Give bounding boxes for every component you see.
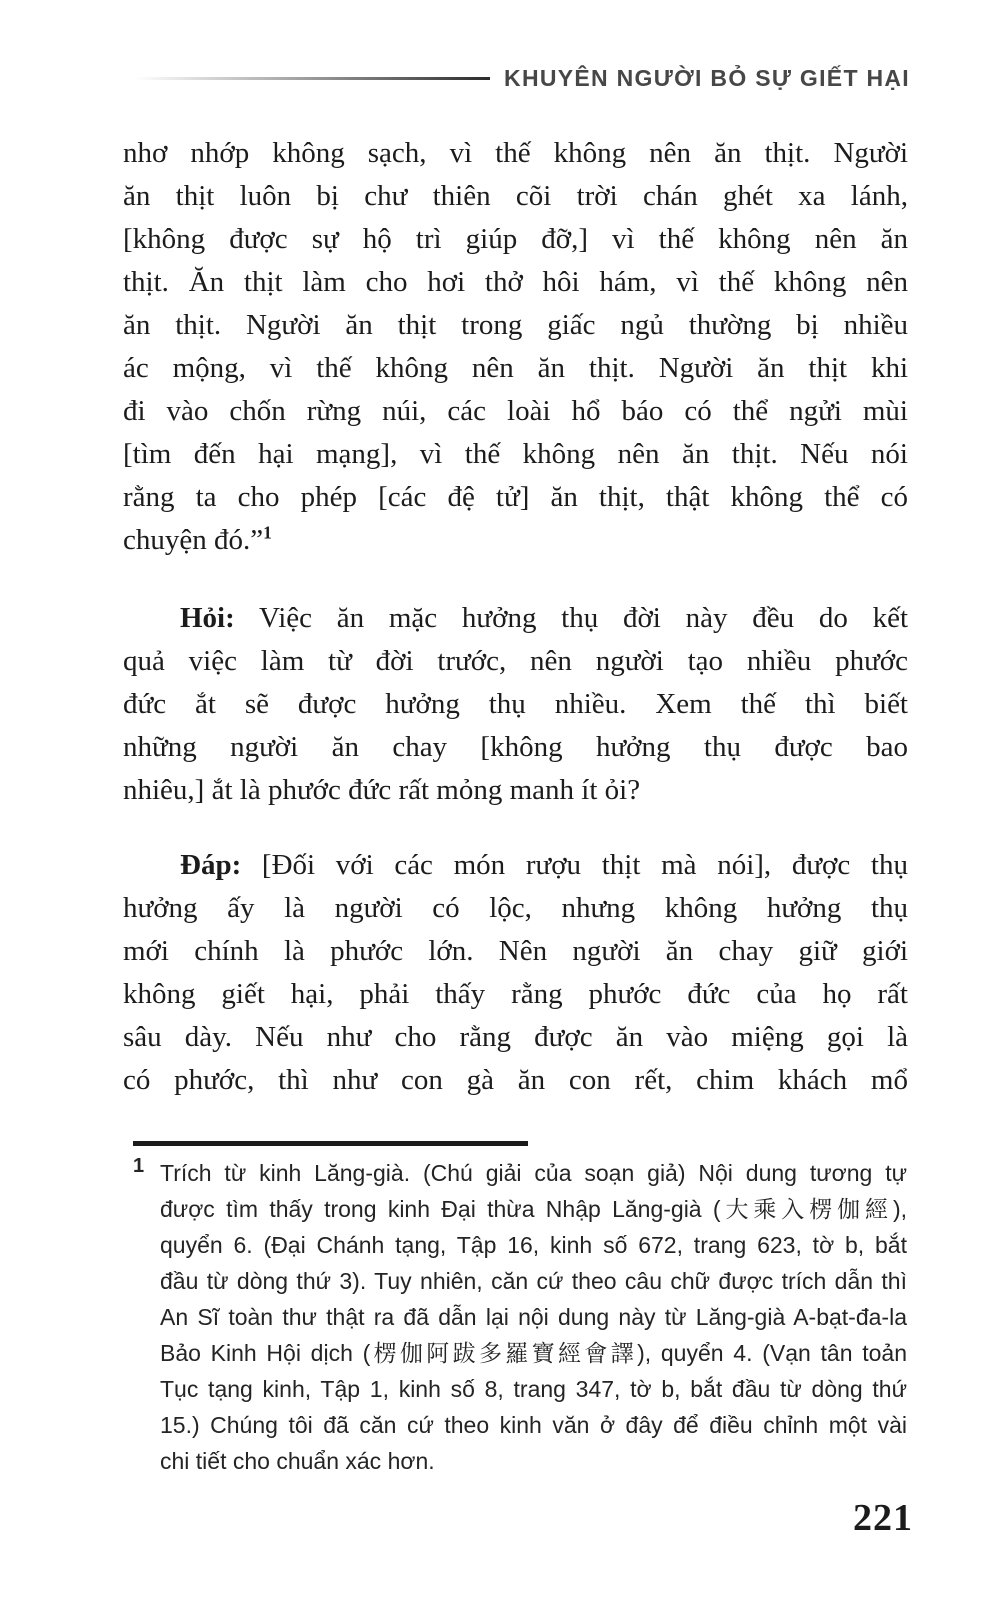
paragraph [123, 844, 908, 1102]
footnote-line: Bảo Kinh Hội dịch (楞伽阿跋多羅寶經會譯), quyển 4. (Vạn tân toản [160, 1340, 907, 1366]
footnote [133, 1155, 907, 1479]
text-line: sâu dày. Nếu như cho rằng được ăn vào miệng gọi là [123, 1021, 908, 1053]
paragraph-lead: Đáp: [180, 849, 242, 881]
text-line: thịt. Ăn thịt làm cho hơi thở hôi hám, vì thế không nên [123, 266, 908, 298]
page-number: 221 [853, 1497, 913, 1539]
text-line: ăn thịt luôn bị chư thiên cõi trời chán ghét xa lánh, [123, 180, 908, 212]
footnote-separator-rule [133, 1141, 528, 1146]
text-line: mới chính là phước lớn. Nên người ăn chay giữ giới [123, 935, 908, 967]
text-line: [tìm đến hại mạng], vì thế không nên ăn thịt. Nếu nói [123, 438, 908, 470]
running-head-title: KHUYÊN NGƯỜI BỎ SỰ GIẾT HẠI [504, 64, 910, 91]
footnote-line: Trích từ kinh Lăng-già. (Chú giải của soạn giả) Nội dung tương tự [160, 1160, 907, 1186]
text-line: nhơ nhớp không sạch, vì thế không nên ăn thịt. Người [123, 137, 908, 169]
footnote-line: chi tiết cho chuẩn xác hơn. [160, 1448, 435, 1474]
text-line: Hỏi: Việc ăn mặc hưởng thụ đời này đều do kết [180, 602, 908, 634]
text-line: chuyện đó.”$^1$ [123, 522, 272, 556]
text-line: [không được sự hộ trì giúp đỡ,] vì thế không nên ăn [123, 223, 908, 255]
footnote-line: An Sĩ toàn thư thật ra đã dẫn lại nội dung này từ Lăng-già A-bạt-đa-la [160, 1304, 907, 1330]
text-line: có phước, thì như con gà ăn con rết, chim khách mổ [123, 1064, 908, 1096]
paragraph-lead: Hỏi: [180, 602, 235, 634]
header-rule [135, 77, 490, 80]
running-head [135, 60, 910, 96]
text-line: nhiêu,] ắt là phước đức rất mỏng manh ít ỏi? [123, 774, 641, 806]
text-line: ăn thịt. Người ăn thịt trong giấc ngủ thường bị nhiều [123, 309, 908, 341]
footnote-text [160, 1155, 907, 1479]
text-line: không giết hại, phải thấy rằng phước đức của họ rất [123, 978, 908, 1010]
text-line: những người ăn chay [không hưởng thụ được bao [123, 731, 908, 763]
body-text [123, 132, 908, 1102]
text-line: đi vào chốn rừng núi, các loài hổ báo có thể ngửi mùi [123, 395, 908, 427]
footnote-line: quyển 6. (Đại Chánh tạng, Tập 16, kinh số 672, trang 623, tờ b, bắt [160, 1232, 907, 1258]
text-line: Đáp: [Đối với các món rượu thịt mà nói], được thụ [180, 849, 908, 881]
footnote-line: đầu từ dòng thứ 3). Tuy nhiên, căn cứ theo câu chữ được trích dẫn thì [160, 1268, 907, 1294]
paragraph [123, 132, 908, 562]
text-line: đức ắt sẽ được hưởng thụ nhiều. Xem thế thì biết [123, 688, 908, 720]
paragraph [123, 597, 908, 812]
text-line: hưởng ấy là người có lộc, nhưng không hưởng thụ [123, 892, 908, 924]
footnote-line: Tục tạng kinh, Tập 1, kinh số 8, trang 347, tờ b, bắt đầu từ dòng thứ [160, 1376, 907, 1402]
footnote-line: 15.) Chúng tôi đã căn cứ theo kinh văn ở đây để điều chỉnh một vài [160, 1412, 907, 1438]
footnote-line: được tìm thấy trong kinh Đại thừa Nhập Lăng-già (大乘入楞伽經), [160, 1196, 907, 1222]
text-line: ác mộng, vì thế không nên ăn thịt. Người ăn thịt khi [123, 352, 908, 384]
text-line: rằng ta cho phép [các đệ tử] ăn thịt, thật không thể có [123, 481, 908, 513]
text-line: quả việc làm từ đời trước, nên người tạo nhiều phước [123, 645, 908, 677]
footnote-marker: 1 [133, 1155, 145, 1177]
footnote-reference: 1 [263, 522, 272, 543]
